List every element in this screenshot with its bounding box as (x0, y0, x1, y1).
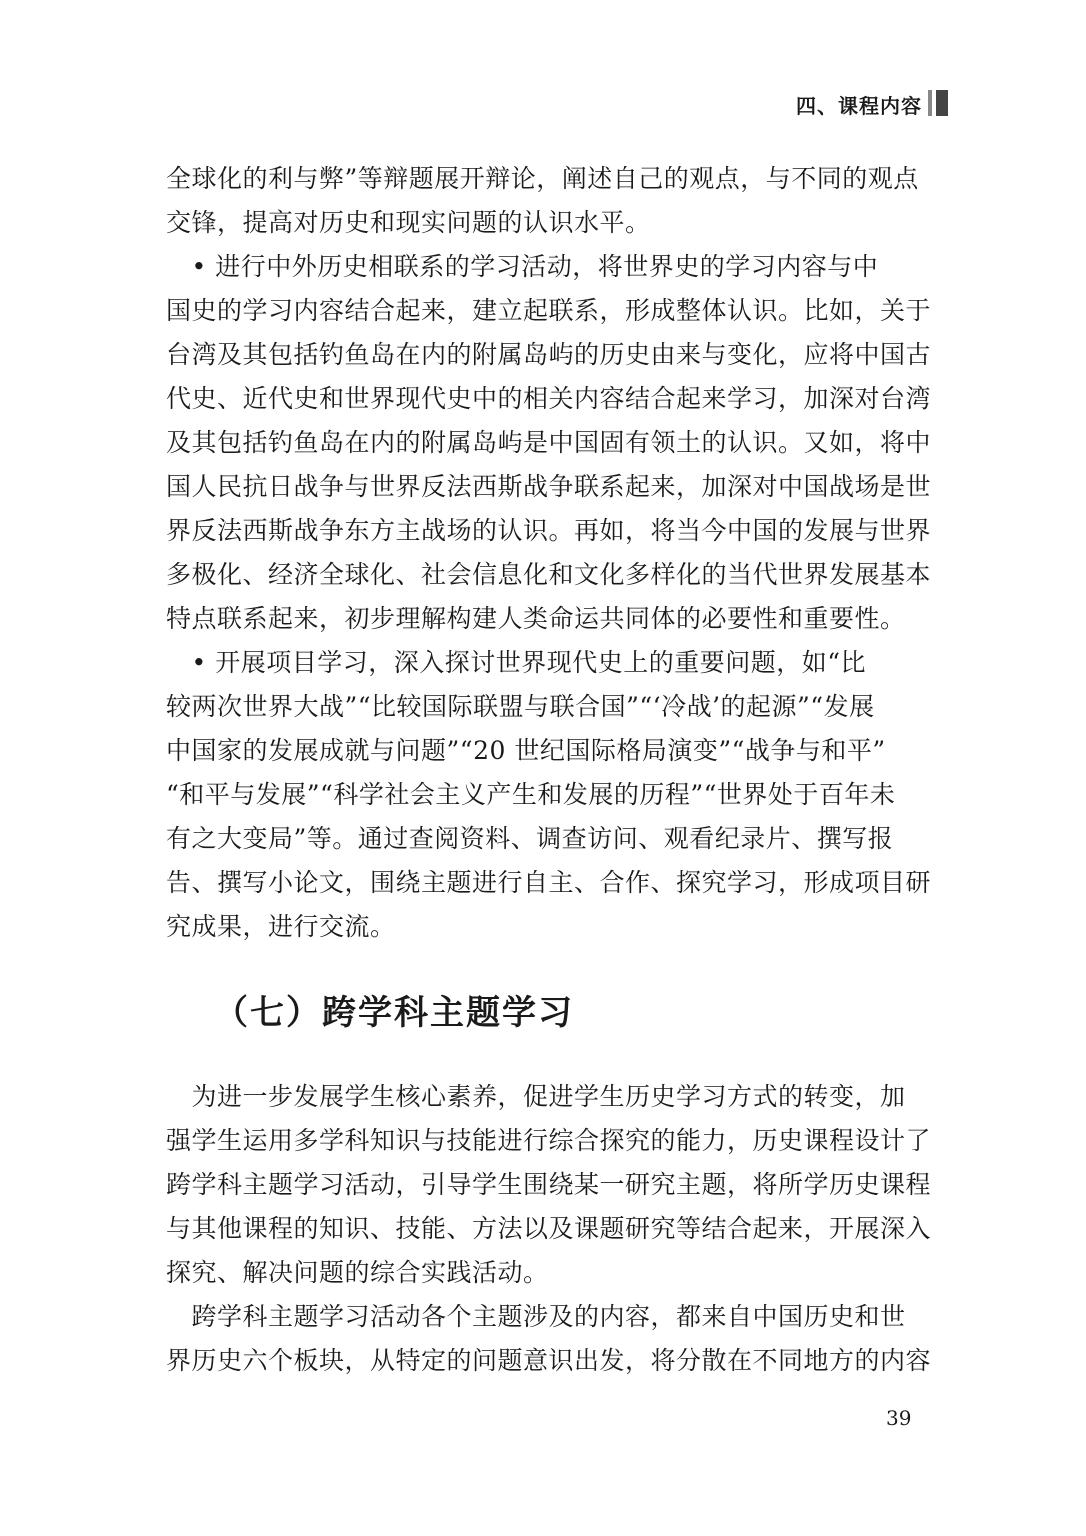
text-line: 与其他课程的知识、技能、方法以及课题研究等结合起来，开展深入 (166, 1214, 932, 1243)
text-line: 国史的学习内容结合起来，建立起联系，形成整体认识。比如，关于 (166, 296, 932, 325)
text-line: • 进行中外历史相联系的学习活动，将世界史的学习内容与中 (166, 252, 879, 281)
text-line: 跨学科主题学习活动各个主题涉及的内容，都来自中国历史和世 (166, 1302, 906, 1331)
section-heading: （七）跨学科主题学习 (214, 993, 574, 1033)
text-line: 界反法西斯战争东方主战场的认识。再如，将当今中国的发展与世界 (166, 516, 932, 545)
text-line: 台湾及其包括钓鱼岛在内的附属岛屿的历史由来与变化，应将中国古 (166, 340, 932, 369)
text-line: 中国家的发展成就与问题”“20 世纪国际格局演变”“战争与和平” (166, 736, 886, 765)
running-header (0, 84, 950, 124)
text-line: “和平与发展”“科学社会主义产生和发展的历程”“世界处于百年未 (166, 780, 896, 809)
text-line: 界历史六个板块，从特定的问题意识出发，将分散在不同地方的内容 (166, 1346, 932, 1375)
page-number: 39 (886, 1406, 912, 1430)
text-line: 特点联系起来，初步理解构建人类命运共同体的必要性和重要性。 (166, 604, 906, 633)
text-line: 强学生运用多学科知识与技能进行综合探究的能力，历史课程设计了 (166, 1126, 932, 1155)
text-line: 全球化的利与弊”等辩题展开辩论，阐述自己的观点，与不同的观点 (166, 164, 919, 193)
text-line: • 开展项目学习，深入探讨世界现代史上的重要问题，如“比 (166, 648, 866, 677)
text-line: 国人民抗日战争与世界反法西斯战争联系起来，加深对中国战场是世 (166, 472, 932, 501)
text-line: 较两次世界大战”“比较国际联盟与联合国”“‘冷战’的起源”“发展 (166, 692, 875, 721)
text-line: 跨学科主题学习活动，引导学生围绕某一研究主题，将所学历史课程 (166, 1170, 932, 1199)
header-title: 四、课程内容 (796, 94, 922, 118)
text-line: 代史、近代史和世界现代史中的相关内容结合起来学习，加深对台湾 (166, 384, 932, 413)
header-bar-thin (928, 90, 932, 116)
text-line: 有之大变局”等。通过查阅资料、调查访问、观看纪录片、撰写报 (166, 824, 894, 853)
text-line: 为进一步发展学生核心素养，促进学生历史学习方式的转变，加 (166, 1082, 906, 1111)
text-line: 究成果，进行交流。 (166, 912, 396, 941)
text-line: 及其包括钓鱼岛在内的附属岛屿是中国固有领土的认识。又如，将中 (166, 428, 932, 457)
header-decoration (928, 90, 950, 116)
header-bar-thick (936, 90, 948, 116)
text-line: 交锋，提高对历史和现实问题的认识水平。 (166, 208, 651, 237)
text-line: 探究、解决问题的综合实践活动。 (166, 1258, 549, 1287)
text-line: 告、撰写小论文，围绕主题进行自主、合作、探究学习，形成项目研 (166, 868, 932, 897)
text-line: 多极化、经济全球化、社会信息化和文化多样化的当代世界发展基本 (166, 560, 932, 589)
